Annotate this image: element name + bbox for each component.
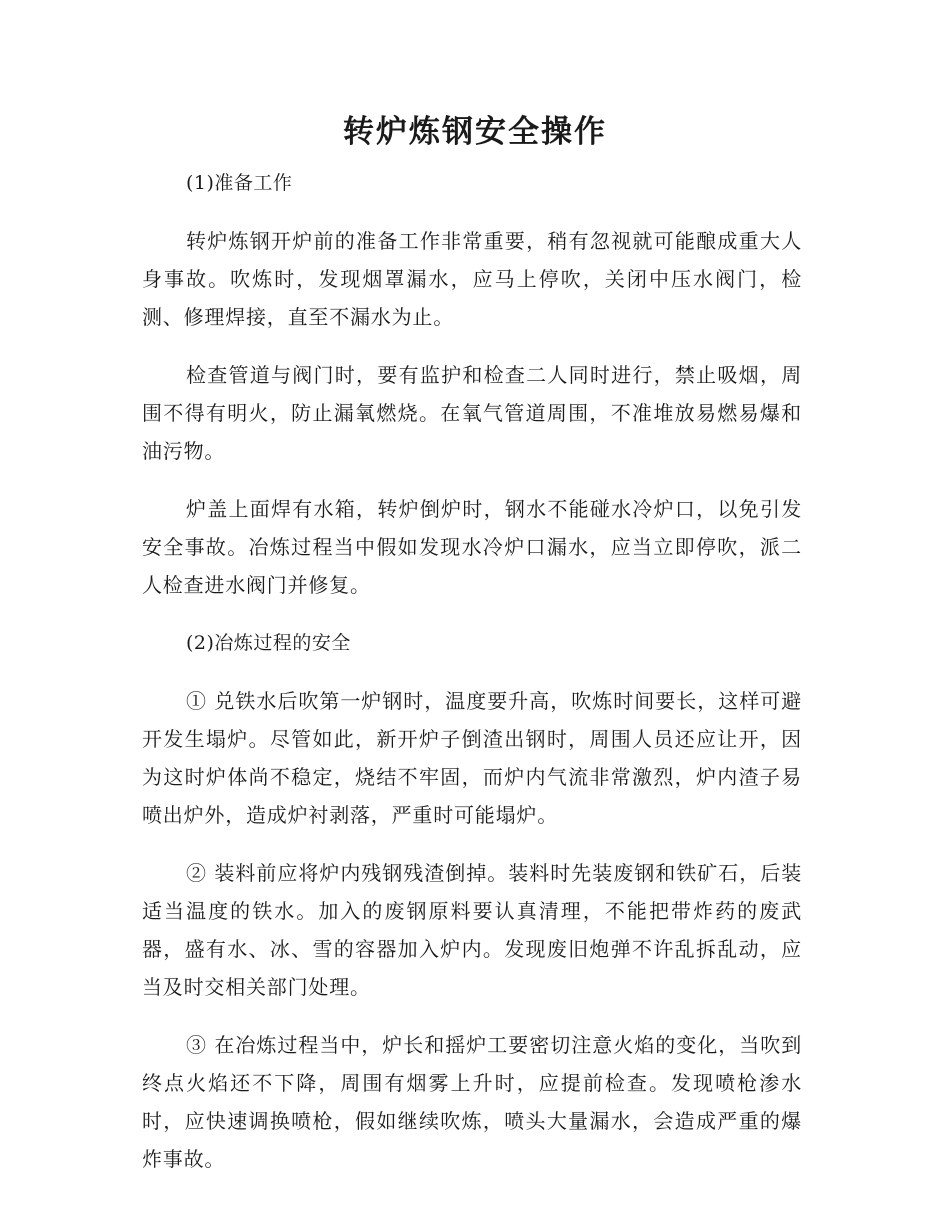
paragraph: 转炉炼钢开炉前的准备工作非常重要，稍有忽视就可能酿成重大人身事故。吹炼时，发现烟罩漏水，应马上停吹，关闭中压水阀门，检测、修理焊接，直至不漏水为止。 — [142, 229, 802, 329]
paragraph: 炉盖上面焊有水箱，转炉倒炉时，钢水不能碰水冷炉口，以免引发安全事故。冶炼过程当中假如发现水冷炉口漏水，应当立即停吹，派二人检查进水阀门并修复。 — [142, 497, 802, 597]
document-title: 转炉炼钢安全操作 — [343, 114, 607, 150]
section-heading-smelting-safety: (2)冶炼过程的安全 — [186, 632, 351, 654]
section-heading-preparation: (1)准备工作 — [186, 172, 293, 194]
paragraph: ② 装料前应将炉内残钢残渣倒掉。装料时先装废钢和铁矿石，后装适当温度的铁水。加入的废钢原料要认真清理，不能把带炸药的废武器，盛有水、冰、雪的容器加入炉内。发现废旧炮弹不许乱拆乱动，应当及时交相关部门处理。 — [142, 861, 802, 999]
document-body — [142, 164, 802, 1198]
paragraph: 检查管道与阀门时，要有监护和检查二人同时进行，禁止吸烟，周围不得有明火，防止漏氧燃烧。在氧气管道周围，不准堆放易燃易爆和油污物。 — [142, 363, 802, 463]
paragraph: ① 兑铁水后吹第一炉钢时，温度要升高，吹炼时间要长，这样可避开发生塌炉。尽管如此，新开炉子倒渣出钢时，周围人员还应让开，因为这时炉体尚不稳定，烧结不牢固，而炉内气流非常激烈，炉内渣子易喷出炉外，造成炉衬剥落，严重时可能塌炉。 — [142, 689, 802, 827]
paragraph: ③ 在冶炼过程当中，炉长和摇炉工要密切注意火焰的变化，当吹到终点火焰还不下降，周围有烟雾上升时，应提前检查。发现喷枪渗水时，应快速调换喷枪，假如继续吹炼，喷头大量漏水，会造成严重的爆炸事故。 — [142, 1033, 802, 1171]
